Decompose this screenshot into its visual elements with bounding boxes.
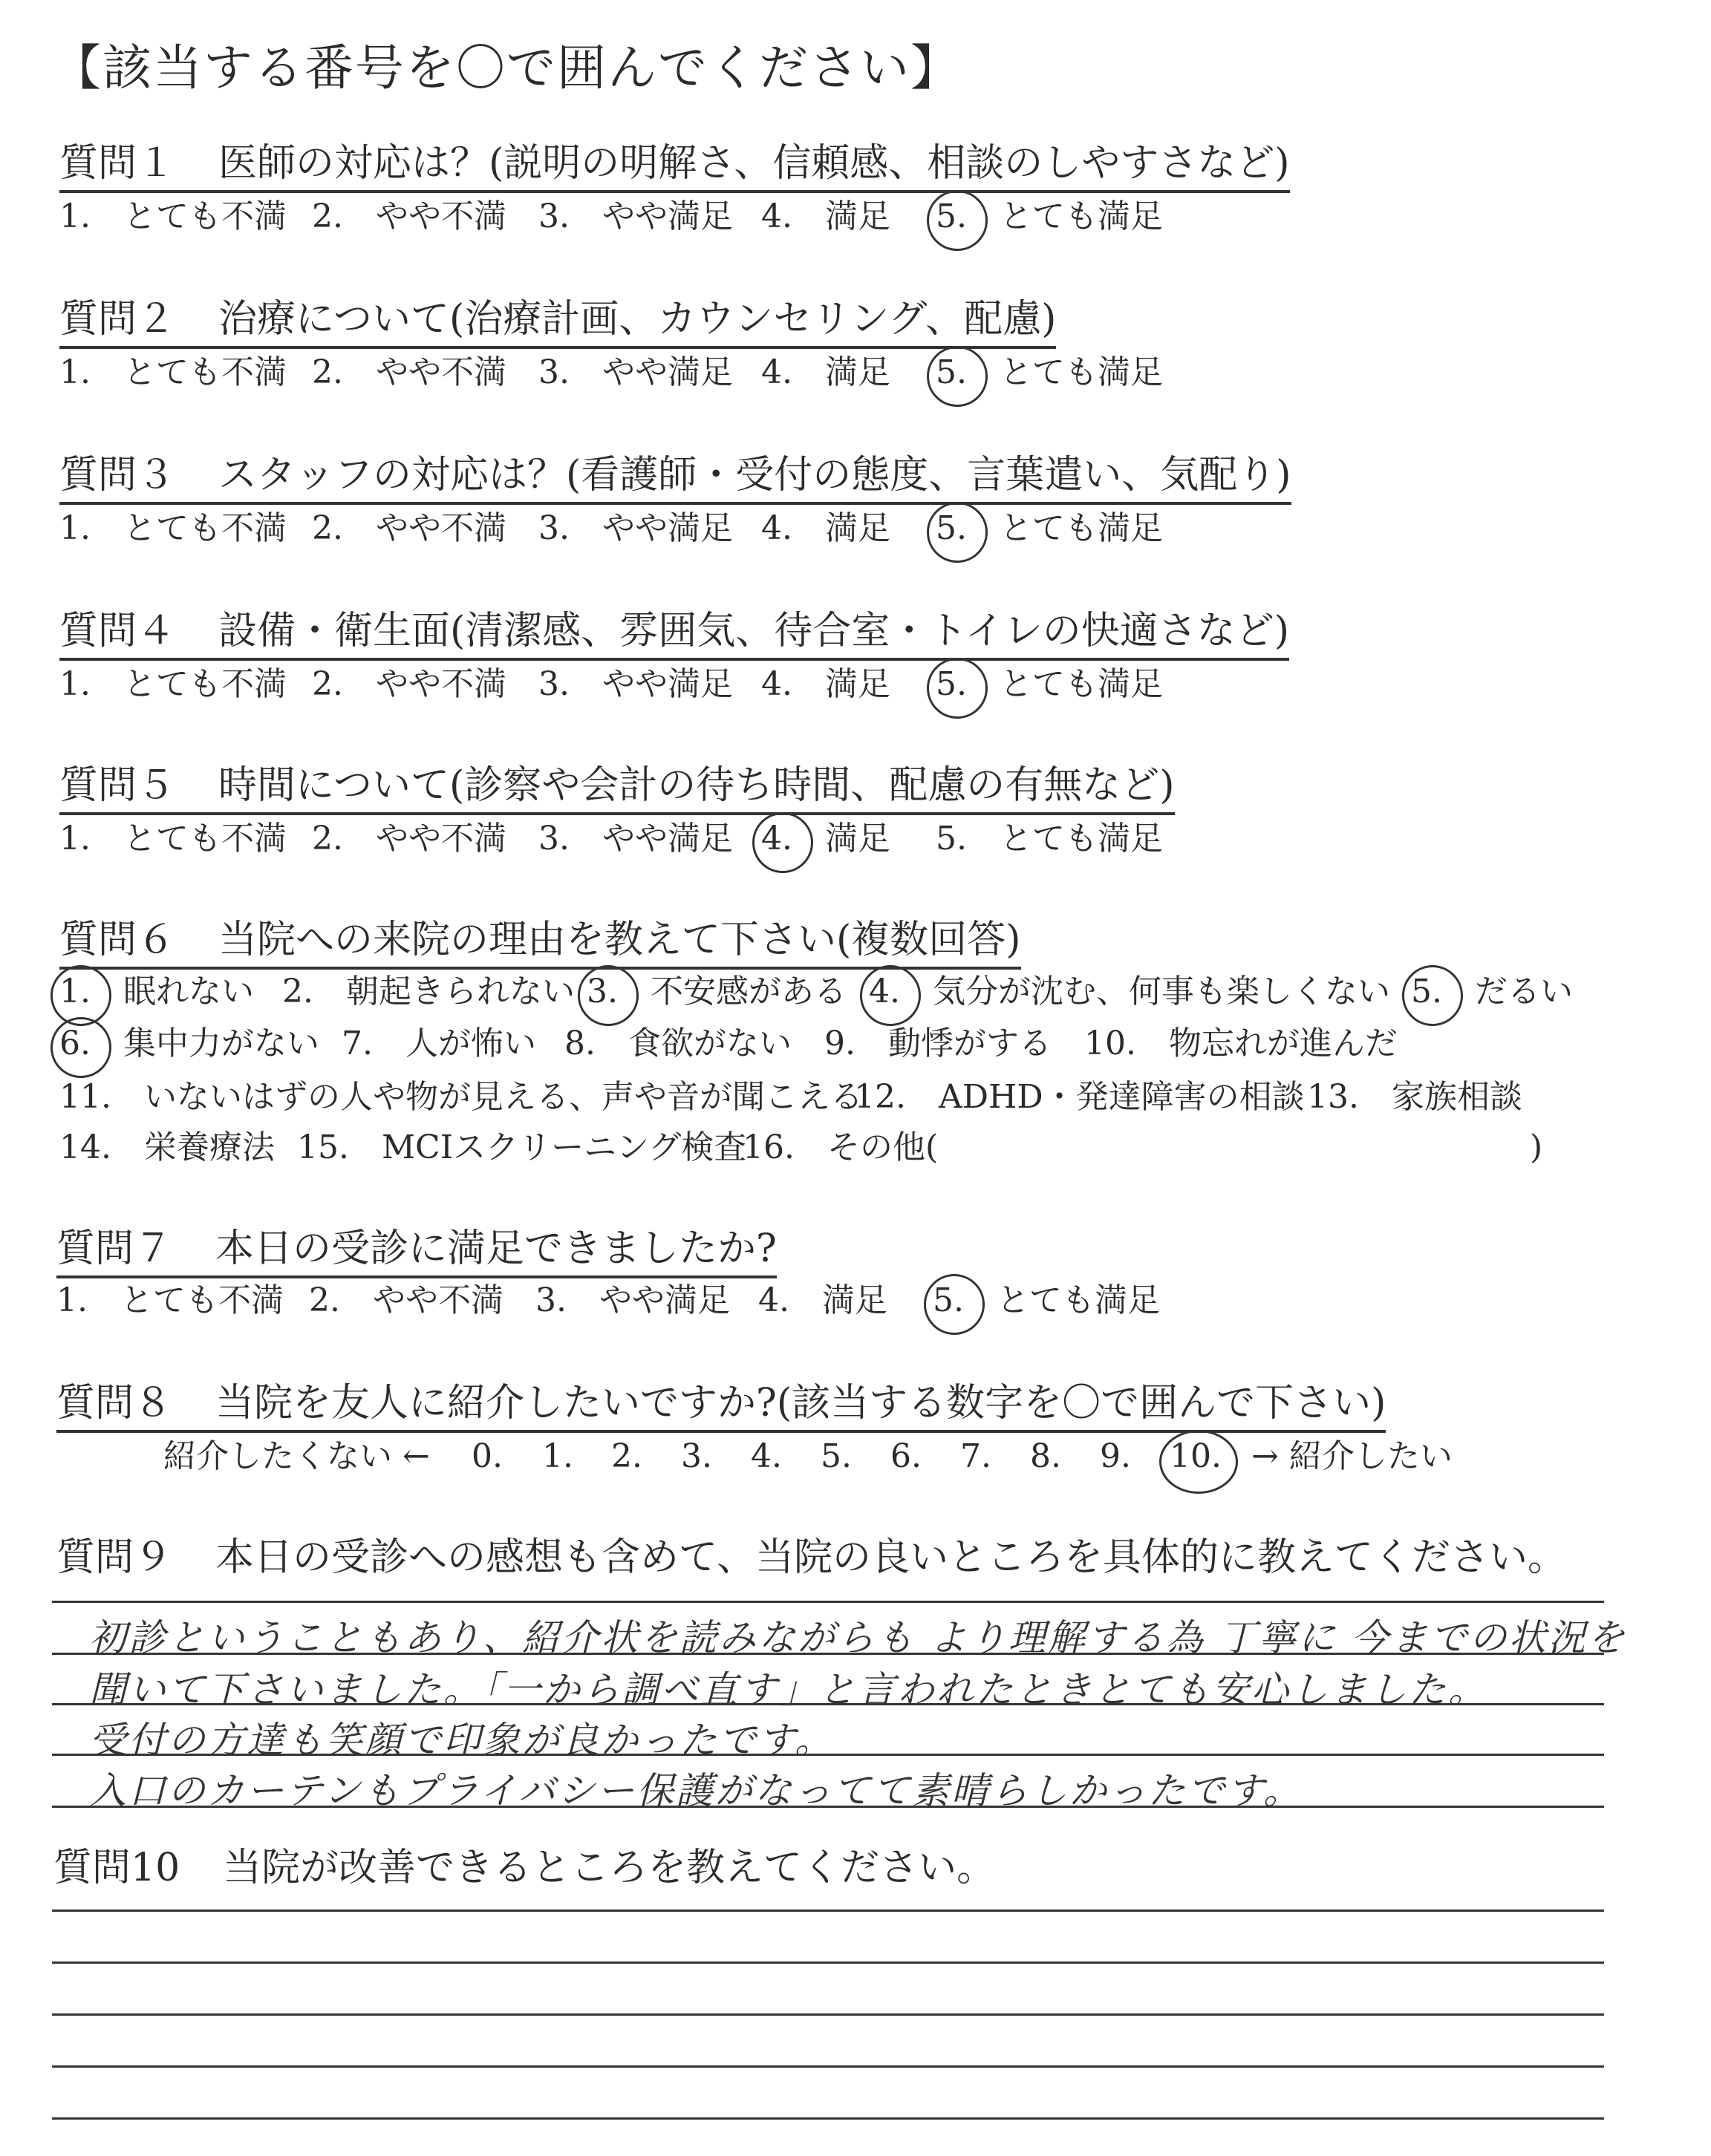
q8-option-9[interactable]: 9.: [1100, 1437, 1131, 1475]
q5-option-2[interactable]: 2. やや不満: [312, 820, 506, 858]
q8-option-1[interactable]: 1.: [542, 1437, 573, 1475]
q6-circle-4: [860, 965, 921, 1026]
question-8-title: [56, 1379, 1386, 1433]
question-8-text: 当院を友人に紹介したいですか?(該当する数字を〇で囲んで下さい): [215, 1381, 1386, 1425]
question-2-title: [59, 295, 1056, 349]
q2-selected-circle: [927, 346, 988, 407]
q3-selected-circle: [927, 502, 988, 563]
q7-option-5[interactable]: 5. とても満足: [933, 1281, 1160, 1319]
q8-option-7[interactable]: 7.: [960, 1437, 991, 1475]
q2-option-5[interactable]: 5. とても満足: [936, 353, 1163, 391]
question-3-title: [59, 451, 1291, 505]
question-5-title: [59, 762, 1175, 815]
q2-option-4[interactable]: 4. 満足: [761, 353, 890, 391]
question-3-text: スタッフの対応は？(看護師・受付の態度、言葉遣い、気配り): [218, 453, 1291, 497]
q6-option-1[interactable]: 1. 眠れない: [59, 973, 254, 1010]
q3-option-5[interactable]: 5. とても満足: [936, 509, 1163, 547]
q8-right-label: → 紹介したい: [1251, 1437, 1453, 1475]
q1-selected-circle: [927, 190, 988, 251]
q8-selected-circle: [1159, 1430, 1238, 1494]
question-7-title: [56, 1225, 777, 1278]
q9-answer-text-1[interactable]: 初診ということもあり、紹介状を読みながらも より理解する為 丁寧に 今までの状況を: [89, 1616, 1627, 1659]
question-2-number: 質問２: [59, 297, 176, 342]
question-9-text: 本日の受診への感想も含めて、当院の良いところを具体的に教えてください。: [215, 1535, 1566, 1580]
q8-option-0[interactable]: 0.: [472, 1437, 503, 1475]
question-7-text: 本日の受診に満足できましたか?: [215, 1226, 777, 1271]
q6-other-close: ): [1530, 1128, 1543, 1166]
q3-option-4[interactable]: 4. 満足: [761, 509, 890, 547]
q4-selected-circle: [927, 658, 988, 719]
question-7-number: 質問７: [56, 1226, 173, 1271]
q6-option-11[interactable]: 11. いないはずの人や物が見える、声や音が聞こえる: [59, 1078, 863, 1116]
q7-option-2[interactable]: 2. やや不満: [309, 1281, 503, 1319]
question-9-title: [56, 1534, 1566, 1584]
q4-option-1[interactable]: 1. とても不満: [59, 665, 287, 703]
q6-option-3[interactable]: 3. 不安感がある: [587, 973, 847, 1010]
question-6-number: 質問６: [59, 918, 176, 962]
q9-answer-text-2[interactable]: 聞いて下さいました。「一から調べ直す」と言われたときとても安心しました。: [89, 1668, 1487, 1711]
q8-option-6[interactable]: 6.: [890, 1437, 922, 1475]
q9-answer-text-3[interactable]: 受付の方達も笑顔で印象が良かったです。: [89, 1719, 834, 1762]
question-1-number: 質問１: [59, 141, 176, 186]
q8-option-10[interactable]: 10.: [1170, 1437, 1222, 1475]
question-5-number: 質問５: [59, 763, 176, 808]
question-1-title: [59, 140, 1290, 193]
q5-option-4[interactable]: 4. 満足: [761, 820, 890, 858]
q6-option-8[interactable]: 8. 食欲がない: [564, 1025, 792, 1062]
q7-option-3[interactable]: 3. やや満足: [535, 1281, 730, 1319]
q9-answer-text-4[interactable]: 入口のカーテンもプライバシー保護がなってて素晴らしかったです。: [89, 1769, 1303, 1812]
q9-answer-line-5: [52, 1806, 1604, 1808]
question-5-text: 時間について(診察や会計の待ち時間、配慮の有無など): [218, 763, 1175, 808]
q8-option-2[interactable]: 2.: [611, 1437, 642, 1475]
q2-option-2[interactable]: 2. やや不満: [312, 353, 506, 391]
question-6-title: [59, 916, 1021, 970]
q6-option-15[interactable]: 15. MCIスクリーニング検査: [297, 1128, 747, 1166]
question-4-number: 質問４: [59, 609, 176, 653]
q10-answer-line-5[interactable]: [52, 2117, 1604, 2120]
q7-option-1[interactable]: 1. とても不満: [56, 1281, 284, 1319]
q6-option-14[interactable]: 14. 栄養療法: [59, 1128, 275, 1166]
page-heading: 【該当する番号を〇で囲んでください】: [52, 39, 961, 97]
q3-option-2[interactable]: 2. やや不満: [312, 509, 506, 547]
q9-answer-line-3: [52, 1703, 1604, 1705]
q10-answer-line-3[interactable]: [52, 2013, 1604, 2016]
q9-answer-line-1: [52, 1601, 1604, 1603]
question-4-text: 設備・衛生面(清潔感、雰囲気、待合室・トイレの快適さなど): [218, 609, 1289, 653]
q6-option-6[interactable]: 6. 集中力がない: [59, 1025, 319, 1062]
question-10-title: [53, 1844, 995, 1895]
q6-option-10[interactable]: 10. 物忘れが進んだ: [1084, 1025, 1398, 1062]
q4-option-3[interactable]: 3. やや満足: [538, 665, 733, 703]
q8-left-label: 紹介したくない ←: [163, 1437, 430, 1475]
q9-answer-line-2: [52, 1653, 1604, 1655]
q5-selected-circle: [752, 812, 813, 873]
q8-option-8[interactable]: 8.: [1030, 1437, 1061, 1475]
question-10-text: 当院が改善できるところを教えてください。: [223, 1846, 996, 1890]
q5-option-3[interactable]: 3. やや満足: [538, 820, 733, 858]
q9-answer-line-4: [52, 1754, 1604, 1756]
q6-option-7[interactable]: 7. 人が怖い: [342, 1025, 536, 1062]
q5-option-1[interactable]: 1. とても不満: [59, 820, 287, 858]
q4-option-2[interactable]: 2. やや不満: [312, 665, 506, 703]
q3-option-1[interactable]: 1. とても不満: [59, 509, 287, 547]
q6-option-5[interactable]: 5. だるい: [1411, 973, 1573, 1010]
question-10-number: 質問10: [53, 1846, 180, 1890]
q1-option-4[interactable]: 4. 満足: [761, 197, 890, 235]
q2-option-3[interactable]: 3. やや満足: [538, 353, 733, 391]
q8-option-3[interactable]: 3.: [681, 1437, 712, 1475]
question-3-number: 質問３: [59, 453, 176, 497]
q1-option-3[interactable]: 3. やや満足: [538, 197, 733, 235]
q1-option-2[interactable]: 2. やや不満: [312, 197, 506, 235]
q6-circle-5: [1402, 965, 1463, 1026]
q6-circle-3: [578, 965, 639, 1026]
question-9-number: 質問９: [56, 1535, 173, 1580]
q1-option-1[interactable]: 1. とても不満: [59, 197, 287, 235]
q4-option-5[interactable]: 5. とても満足: [936, 665, 1163, 703]
q3-option-3[interactable]: 3. やや満足: [538, 509, 733, 547]
q8-option-5[interactable]: 5.: [821, 1437, 852, 1475]
q6-option-9[interactable]: 9. 動悸がする: [824, 1025, 1052, 1062]
q1-option-5[interactable]: 5. とても満足: [936, 197, 1163, 235]
q6-option-13[interactable]: 13. 家族相談: [1307, 1078, 1522, 1116]
question-2-text: 治療について(治療計画、カウンセリング、配慮): [218, 297, 1057, 342]
q6-option-16[interactable]: 16. その他(: [743, 1128, 939, 1166]
question-1-text: 医師の対応は？(説明の明解さ、信頼感、相談のしやすさなど): [218, 141, 1290, 186]
q10-answer-line-4[interactable]: [52, 2065, 1604, 2068]
q5-option-5[interactable]: 5. とても満足: [936, 820, 1163, 858]
q7-selected-circle: [924, 1274, 985, 1335]
q6-option-12[interactable]: 12. ADHD・発達障害の相談: [854, 1078, 1305, 1116]
q8-option-4[interactable]: 4.: [751, 1437, 782, 1475]
q6-circle-6: [50, 1017, 111, 1078]
question-8-number: 質問８: [56, 1381, 173, 1425]
q6-option-4[interactable]: 4. 気分が沈む、何事も楽しくない: [869, 973, 1390, 1010]
question-6-text: 当院への来院の理由を教えて下さい(複数回答): [218, 918, 1021, 962]
q10-answer-line-2[interactable]: [52, 1961, 1604, 1964]
q7-option-4[interactable]: 4. 満足: [758, 1281, 887, 1319]
question-4-title: [59, 607, 1289, 661]
q4-option-4[interactable]: 4. 満足: [761, 665, 890, 703]
q6-option-2[interactable]: 2. 朝起きられない: [282, 973, 575, 1010]
q2-option-1[interactable]: 1. とても不満: [59, 353, 287, 391]
q10-answer-line-1[interactable]: [52, 1910, 1604, 1912]
